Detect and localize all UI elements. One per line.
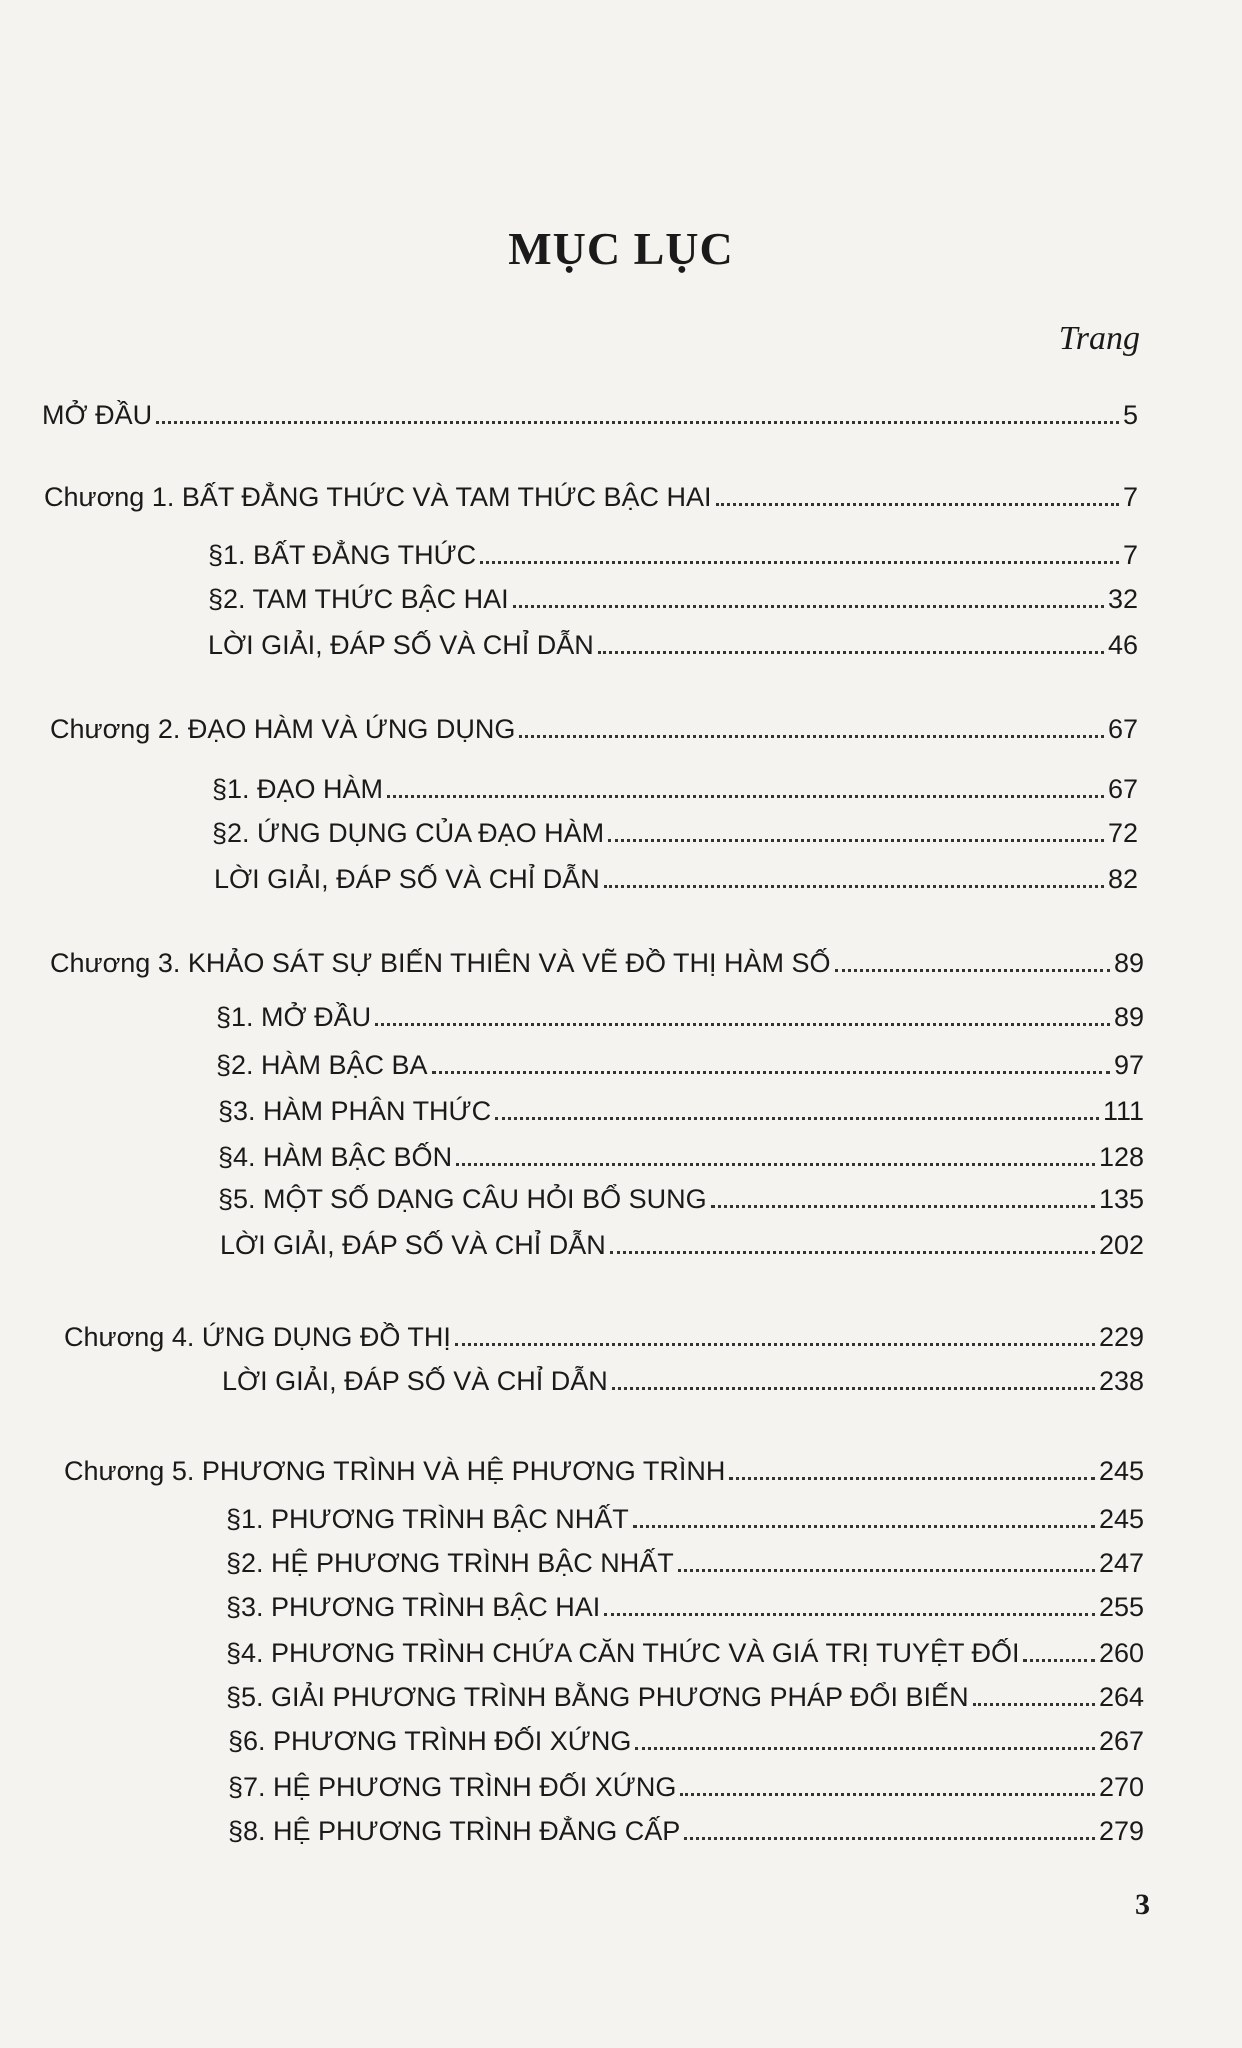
dot-leader <box>729 1477 1095 1480</box>
toc-entry-section[interactable] <box>226 1502 1144 1536</box>
dot-leader <box>678 1569 1095 1572</box>
dot-leader <box>598 651 1104 654</box>
toc-entry-label: LỜI GIẢI, ĐÁP SỐ VÀ CHỈ DẪN <box>222 1366 608 1396</box>
toc-entry-page: 229 <box>1098 1322 1144 1352</box>
toc-entry-label: Chương 5. PHƯƠNG TRÌNH VÀ HỆ PHƯƠNG TRÌNH <box>64 1456 726 1486</box>
dot-leader <box>633 1525 1095 1528</box>
dot-leader <box>973 1703 1095 1706</box>
toc-entry-page: 67 <box>1107 714 1138 744</box>
toc-entry-page: 46 <box>1107 630 1138 660</box>
toc-entry-page: 32 <box>1107 584 1138 614</box>
dot-leader <box>604 1613 1095 1616</box>
dot-leader <box>156 421 1119 424</box>
toc-entry-page: 247 <box>1098 1548 1144 1578</box>
toc-entry-section[interactable] <box>228 1724 1144 1758</box>
dot-leader <box>1023 1659 1094 1662</box>
toc-entry-chapter-2[interactable] <box>50 712 1138 746</box>
toc-entry-label: §2. HÀM BẬC BA <box>216 1050 428 1080</box>
dot-leader <box>635 1747 1095 1750</box>
toc-entry-section[interactable] <box>216 1000 1144 1034</box>
toc-entry-page: 267 <box>1098 1726 1144 1756</box>
toc-entry-label: §5. MỘT SỐ DẠNG CÂU HỎI BỔ SUNG <box>218 1184 707 1214</box>
dot-leader <box>455 1343 1095 1346</box>
dot-leader <box>375 1023 1110 1026</box>
toc-entry-label: §1. ĐẠO HÀM <box>212 774 384 804</box>
dot-leader <box>716 503 1119 506</box>
toc-entry-section[interactable] <box>216 1048 1144 1082</box>
toc-entry-page: 270 <box>1098 1772 1144 1802</box>
page-title: MỤC LỤC <box>508 223 734 274</box>
toc-entry-section[interactable] <box>208 582 1138 616</box>
toc-entry-label: §3. HÀM PHÂN THỨC <box>218 1096 492 1126</box>
dot-leader <box>604 885 1104 888</box>
toc-entry-label: §2. TAM THỨC BẬC HAI <box>208 584 509 614</box>
toc-entry-chapter-5[interactable] <box>64 1454 1144 1488</box>
dot-leader <box>495 1117 1099 1120</box>
toc-entry-page: 111 <box>1102 1096 1144 1126</box>
toc-entry-mo-dau[interactable] <box>42 398 1138 432</box>
toc-entry-page: 238 <box>1098 1366 1144 1396</box>
dot-leader <box>612 1387 1095 1390</box>
toc-entry-label: §2. ỨNG DỤNG CỦA ĐẠO HÀM <box>212 818 605 848</box>
toc-entry-solutions[interactable] <box>214 862 1138 896</box>
toc-entry-label: §1. BẤT ĐẲNG THỨC <box>208 540 477 570</box>
toc-entry-page: 128 <box>1098 1142 1144 1172</box>
toc-entry-section[interactable] <box>228 1814 1144 1848</box>
dot-leader <box>835 969 1110 972</box>
toc-entry-page: 245 <box>1098 1456 1144 1486</box>
toc-entry-page: 5 <box>1122 400 1138 430</box>
toc-entry-page: 135 <box>1098 1184 1144 1214</box>
dot-leader <box>610 1251 1095 1254</box>
toc-entry-label: §7. HỆ PHƯƠNG TRÌNH ĐỐI XỨNG <box>228 1772 677 1802</box>
toc-entry-solutions[interactable] <box>222 1364 1144 1398</box>
toc-entry-page: 97 <box>1113 1050 1144 1080</box>
toc-entry-page: 245 <box>1098 1504 1144 1534</box>
toc-entry-label: §5. GIẢI PHƯƠNG TRÌNH BẰNG PHƯƠNG PHÁP ĐỔI BIẾN <box>226 1682 969 1712</box>
toc-entry-label: LỜI GIẢI, ĐÁP SỐ VÀ CHỈ DẪN <box>220 1230 606 1260</box>
toc-entry-label: Chương 2. ĐẠO HÀM VÀ ỨNG DỤNG <box>50 714 516 744</box>
toc-entry-page: 72 <box>1107 818 1138 848</box>
toc-entry-section[interactable] <box>226 1546 1144 1580</box>
toc-entry-section[interactable] <box>226 1590 1144 1624</box>
toc-entry-label: Chương 3. KHẢO SÁT SỰ BIẾN THIÊN VÀ VẼ ĐỒ THỊ HÀM SỐ <box>50 948 831 978</box>
toc-entry-label: Chương 1. BẤT ĐẲNG THỨC VÀ TAM THỨC BẬC HAI <box>44 482 712 512</box>
toc-entry-section[interactable] <box>208 538 1138 572</box>
toc-entry-label: §4. HÀM BẬC BỐN <box>218 1142 453 1172</box>
toc-entry-label: §1. PHƯƠNG TRÌNH BẬC NHẤT <box>226 1504 629 1534</box>
toc-entry-chapter-4[interactable] <box>64 1320 1144 1354</box>
toc-entry-chapter-3[interactable] <box>50 946 1144 980</box>
toc-entry-label: §4. PHƯƠNG TRÌNH CHỨA CĂN THỨC VÀ GIÁ TRỊ TUYỆT ĐỐI <box>226 1638 1020 1668</box>
dot-leader <box>608 839 1104 842</box>
toc-entry-label: Chương 4. ỨNG DỤNG ĐỒ THỊ <box>64 1322 451 1352</box>
dot-leader <box>513 605 1104 608</box>
toc-entry-label: §3. PHƯƠNG TRÌNH BẬC HAI <box>226 1592 601 1622</box>
toc-entry-label: LỜI GIẢI, ĐÁP SỐ VÀ CHỈ DẪN <box>208 630 594 660</box>
toc-entry-page: 264 <box>1098 1682 1144 1712</box>
toc-entry-page: 89 <box>1113 1002 1144 1032</box>
toc-entry-page: 260 <box>1098 1638 1144 1668</box>
toc-entry-section[interactable] <box>218 1140 1144 1174</box>
dot-leader <box>519 735 1104 738</box>
toc-entry-label: §1. MỞ ĐẦU <box>216 1002 372 1032</box>
toc-entry-page: 255 <box>1098 1592 1144 1622</box>
toc-entry-solutions[interactable] <box>220 1228 1144 1262</box>
toc-entry-page: 7 <box>1122 540 1138 570</box>
dot-leader <box>387 795 1104 798</box>
toc-entry-section[interactable] <box>212 816 1138 850</box>
toc-entry-section[interactable] <box>218 1182 1144 1216</box>
dot-leader <box>432 1071 1110 1074</box>
toc-entry-section[interactable] <box>218 1094 1144 1128</box>
toc-entry-label: §2. HỆ PHƯƠNG TRÌNH BẬC NHẤT <box>226 1548 674 1578</box>
toc-entry-page: 89 <box>1113 948 1144 978</box>
page-column-label: Trang <box>1058 320 1140 357</box>
toc-entry-page: 202 <box>1098 1230 1144 1260</box>
dot-leader <box>711 1205 1095 1208</box>
toc-entry-section[interactable] <box>226 1636 1144 1670</box>
dot-leader <box>456 1163 1095 1166</box>
toc-entry-label: MỞ ĐẦU <box>42 400 153 430</box>
toc-entry-label: §6. PHƯƠNG TRÌNH ĐỐI XỨNG <box>228 1726 632 1756</box>
toc-entry-solutions[interactable] <box>208 628 1138 662</box>
page-number: 3 <box>1135 1888 1150 1921</box>
dot-leader <box>680 1793 1095 1796</box>
toc-entry-page: 67 <box>1107 774 1138 804</box>
toc-entry-chapter-1[interactable] <box>44 480 1138 514</box>
dot-leader <box>480 561 1119 564</box>
toc-entry-label: LỜI GIẢI, ĐÁP SỐ VÀ CHỈ DẪN <box>214 864 600 894</box>
toc-entry-page: 279 <box>1098 1816 1144 1846</box>
toc-entry-section[interactable] <box>228 1770 1144 1804</box>
toc-entry-page: 82 <box>1107 864 1138 894</box>
toc-entry-section[interactable] <box>226 1680 1144 1714</box>
toc-entry-label: §8. HỆ PHƯƠNG TRÌNH ĐẲNG CẤP <box>228 1816 681 1846</box>
toc-entry-section[interactable] <box>212 772 1138 806</box>
dot-leader <box>684 1837 1095 1840</box>
toc-entry-page: 7 <box>1122 482 1138 512</box>
